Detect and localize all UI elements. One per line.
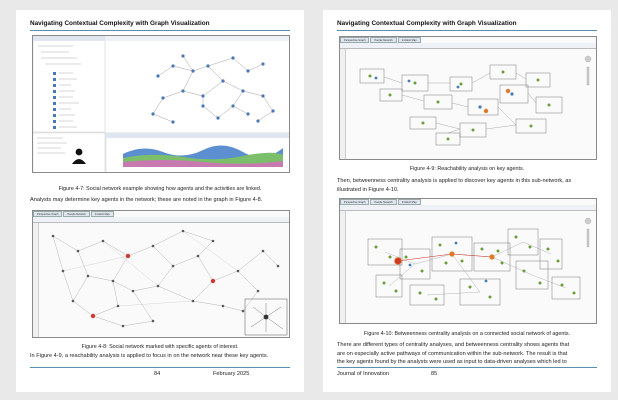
figure-4-8-caption: Figure 4-8: Social network marked with specific agents of interest. xyxy=(81,344,239,350)
left-paragraph-2: In Figure 4-9, a reachability analysis is applied to focus in on the network near these key agents. xyxy=(30,353,269,359)
figure-4-7-graphic xyxy=(33,36,290,173)
tab-perspective-graph[interactable]: Perspective Graph xyxy=(33,211,62,217)
figure-4-8 xyxy=(32,210,290,338)
tab-perspective-graph[interactable]: Perspective Graph xyxy=(340,37,369,43)
figure-4-9 xyxy=(339,36,597,160)
header-rule-right xyxy=(337,30,597,31)
tab-incident-map[interactable]: Incident Map xyxy=(398,199,421,205)
figure-4-10-caption: Figure 4-10: Betweenness centrality analysis on a connected social network of agents. xyxy=(363,331,571,337)
footer-rule-right xyxy=(337,367,597,368)
tab-people-network[interactable]: People Network xyxy=(63,211,89,217)
tab-people-network[interactable]: People Network xyxy=(370,199,396,205)
left-page xyxy=(16,10,304,392)
figure-4-9-caption: Figure 4-9: Reachability analysis on key agents. xyxy=(409,166,525,172)
running-head-left: Navigating Contextual Complexity with Graph Visualization xyxy=(30,20,210,27)
figure-4-7-caption: Figure 4-7: Social network example showing how agents and the activities are linked. xyxy=(58,186,262,192)
left-paragraph-1: Analysts may determine key agents in the network; these are noted in the graph in Figure 4-8. xyxy=(30,197,263,203)
right-page xyxy=(323,10,611,392)
right-paragraph-2-line-3: the key agents found by the analysts were used as input to data-driven analyses which led to xyxy=(337,359,567,366)
footer-rule-left xyxy=(30,367,290,368)
figure-4-9-graphic xyxy=(340,37,597,160)
page-number-left: 84 xyxy=(154,371,161,377)
issue-date: February 2025 xyxy=(213,371,250,377)
right-paragraph-2 xyxy=(337,341,599,367)
figure-4-8-graphic xyxy=(33,211,290,338)
tab-people-network[interactable]: People Network xyxy=(370,37,396,43)
page-number-right: 85 xyxy=(431,371,438,377)
running-head-right: Navigating Contextual Complexity with Graph Visualization xyxy=(337,20,517,27)
right-paragraph-1-line-2: illustrated in Figure 4-10. xyxy=(337,186,399,193)
figure-4-7 xyxy=(32,35,290,173)
header-rule-left xyxy=(30,30,290,31)
figure-4-10 xyxy=(339,198,597,324)
tab-incident-map[interactable]: Incident Map xyxy=(398,37,421,43)
journal-name: Journal of Innovation xyxy=(337,371,389,377)
figure-4-10-graphic xyxy=(340,199,597,324)
tab-perspective-graph[interactable]: Perspective Graph xyxy=(340,199,369,205)
right-paragraph-1-line-1: Then, betweenness centrality analysis is applied to discover key agents in this sub-network, as xyxy=(337,178,572,184)
right-paragraph-1 xyxy=(337,177,599,194)
right-paragraph-2-line-2: are on especially active pathways of communication within the sub-network. The result is that xyxy=(337,350,568,357)
right-paragraph-2-line-1: There are different types of centrality analyses, and betweenness centrality shows agents that xyxy=(337,342,570,348)
tab-incident-map[interactable]: Incident Map xyxy=(91,211,114,217)
